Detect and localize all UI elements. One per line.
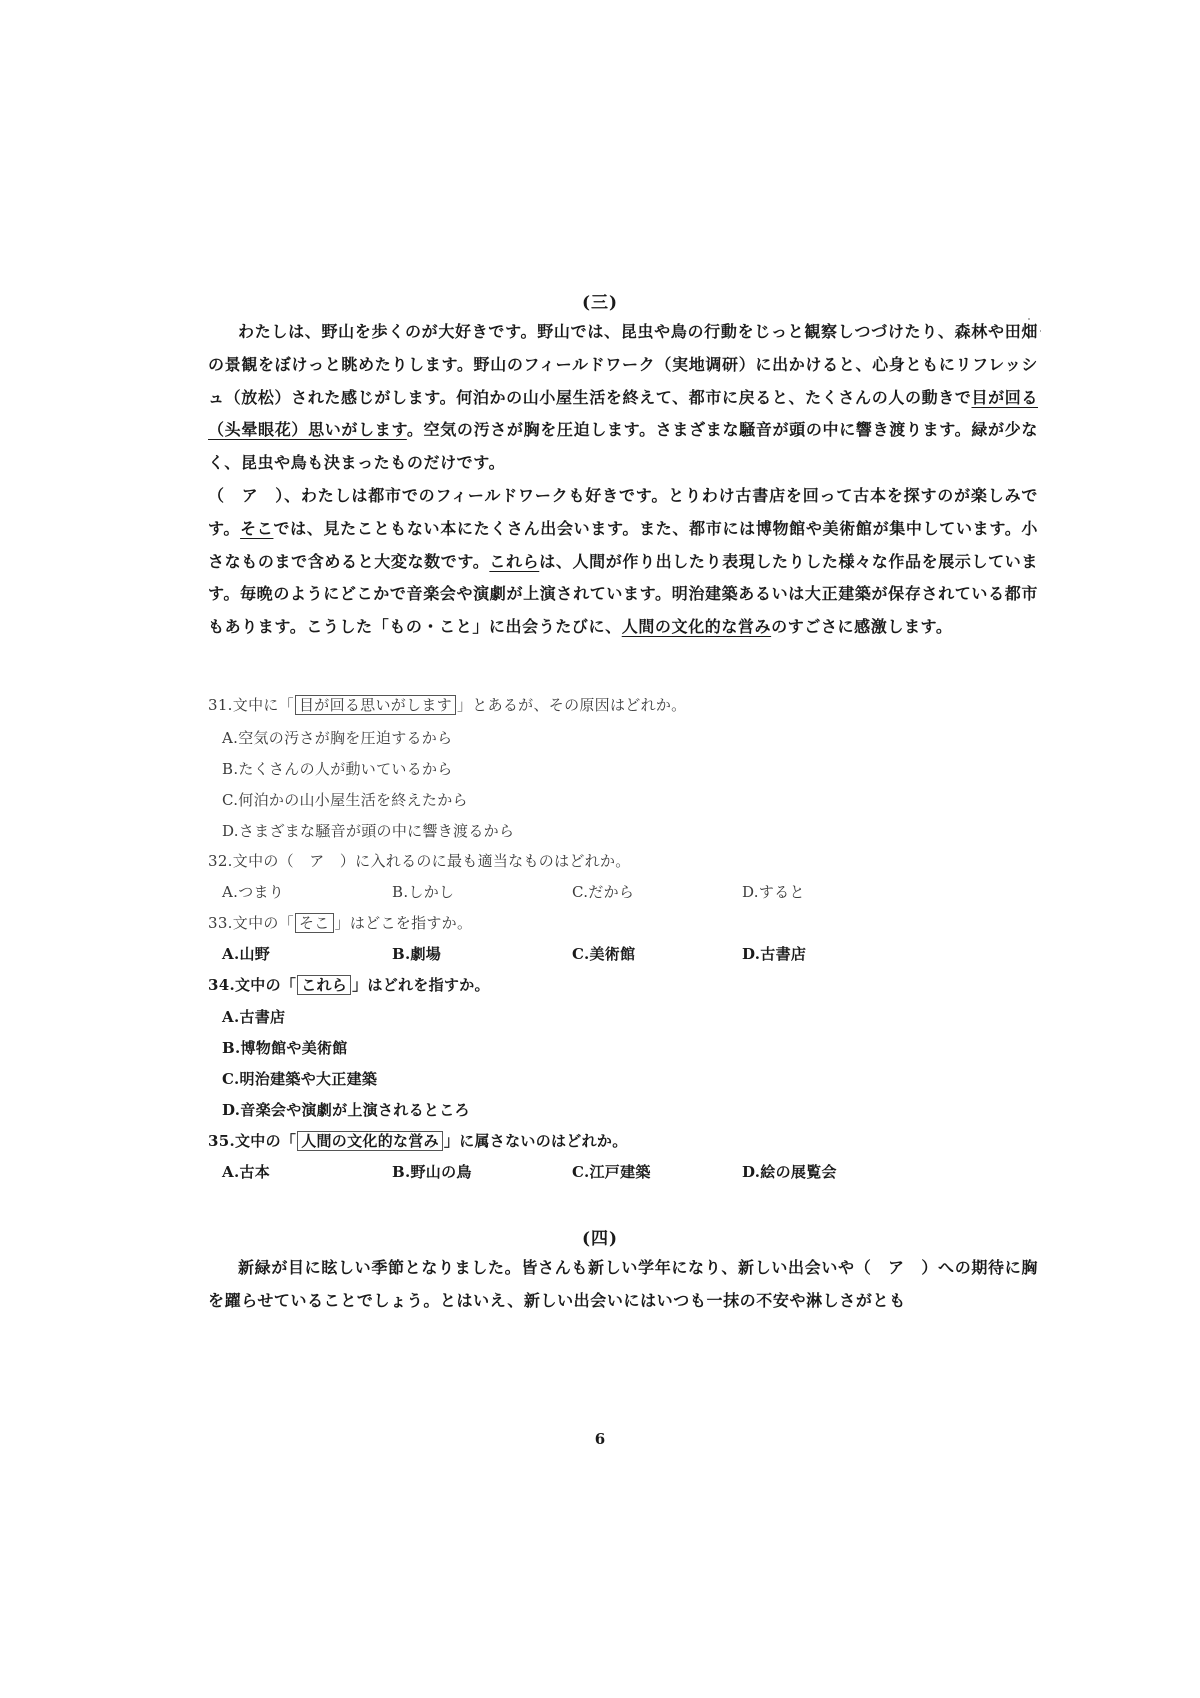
scan-speck xyxy=(1028,318,1030,320)
paragraph-2-text-d: のすごさに感激します。 xyxy=(771,617,953,637)
question-prefix: 文中の「 xyxy=(235,1132,297,1150)
question-number: 32. xyxy=(208,852,233,870)
underlined-word-korera: これら xyxy=(489,551,540,571)
q33-option-d: D.古書店 xyxy=(742,945,807,963)
question-target-phrase: そこ xyxy=(295,913,334,933)
q35-option-c: C.江戸建築 xyxy=(572,1163,651,1181)
question-35 xyxy=(208,1130,628,1151)
question-suffix: 」はどこを指すか。 xyxy=(334,914,473,932)
q33-option-a: A.山野 xyxy=(222,945,271,963)
q31-option-d: D.さまざまな騒音が頭の中に響き渡るから xyxy=(222,822,515,840)
q32-option-a: A.つまり xyxy=(222,883,285,901)
q33-option-c: C.美術館 xyxy=(572,945,636,963)
question-34 xyxy=(208,974,490,995)
q32-option-c: C.だから xyxy=(572,883,635,901)
q32-option-d: D.すると xyxy=(742,883,805,901)
section-4-passage xyxy=(208,1252,1038,1318)
section-4-heading: (四) xyxy=(581,1229,619,1249)
question-number: 35. xyxy=(208,1132,235,1150)
q34-option-a: A.古書店 xyxy=(222,1008,286,1026)
question-target-phrase: これら xyxy=(297,975,351,995)
q31-option-a: A.空気の汚さが胸を圧迫するから xyxy=(222,729,453,747)
question-target-phrase: 人間の文化的な営み xyxy=(297,1131,443,1151)
paragraph-2-text-b: では、見たこともない本にたくさん出会います。また、都市には博物館や美術館が集中しています。小さなものまで含めると大変な数です。 xyxy=(208,518,1038,571)
q35-option-b: B.野山の鳥 xyxy=(392,1163,472,1181)
question-prefix: 文中の「 xyxy=(232,914,294,932)
section-3-heading: (三) xyxy=(581,293,619,313)
paragraph-2-text-a: （ ア ）、わたしは都市でのフィールドワークも好きです。とりわけ古書店を回って古本を探すのが楽しみです。 xyxy=(208,485,1038,538)
section-4-paragraph: 新緑が目に眩しい季節となりました。皆さんも新しい学年になり、新しい出会いや（ ア ）への期待に胸を躍らせていることでしょう。とはいえ、新しい出会いにはいつも一抹の不安や淋しさがとも xyxy=(208,1258,1038,1310)
q34-option-b: B.博物館や美術館 xyxy=(222,1039,348,1057)
section-3-passage xyxy=(208,316,1038,644)
q34-option-c: C.明治建築や大正建築 xyxy=(222,1070,378,1088)
question-number: 33. xyxy=(208,914,233,932)
question-prefix: 文中に「 xyxy=(232,696,294,714)
q35-option-a: A.古本 xyxy=(222,1163,271,1181)
q35-option-d: D.絵の展覧会 xyxy=(742,1163,837,1181)
paragraph-2-text-c: は、人間が作り出したり表現したりした様々な作品を展示しています。毎晩のようにどこかで音楽会や演劇が上演されています。明治建築あるいは大正建築が保存されている都市もあります。こうした「もの・こと」に出会うたびに、 xyxy=(208,551,1038,637)
question-suffix: 」はどれを指すか。 xyxy=(352,976,490,994)
question-33 xyxy=(208,912,472,933)
question-32 xyxy=(208,850,631,871)
passage-paragraph-2 xyxy=(208,480,1038,644)
underlined-word-soko: そこ xyxy=(240,518,274,538)
paragraph-1-text-b: 。空気の汚さが胸を圧迫します。さまざまな騒音が頭の中に響き渡ります。緑が少なく、昆虫や鳥も決まったものだけです。 xyxy=(208,420,1038,473)
page-number: 6 xyxy=(594,1430,606,1448)
q31-option-b: B.たくさんの人が動いているから xyxy=(222,760,453,778)
scan-speck xyxy=(1040,330,1041,332)
question-target-phrase: 目が回る思いがします xyxy=(295,695,456,715)
underlined-phrase-meganmawaru: 目が回る（头晕眼花）思いがします xyxy=(208,387,1038,440)
q34-option-d: D.音楽会や演劇が上演されるところ xyxy=(222,1101,470,1119)
question-number: 31. xyxy=(208,696,233,714)
q32-option-b: B.しかし xyxy=(392,883,455,901)
paragraph-1-text-a: わたしは、野山を歩くのが大好きです。野山では、昆虫や鳥の行動をじっと観察しつづけたり、森林や田畑の景観をぼけっと眺めたりします。野山のフィールドワーク（実地调研）に出かけると、心身ともにリフレッシュ（放松）された感じがします。何泊かの山小屋生活を終えて、都市に戻ると、たくさんの人の動きで xyxy=(208,322,1038,407)
q33-option-b: B.劇場 xyxy=(392,945,442,963)
question-number: 34. xyxy=(208,976,235,994)
underlined-phrase-bunkateki: 人間の文化的な営み xyxy=(621,617,772,637)
passage-paragraph-1 xyxy=(208,316,1038,480)
question-prefix: 文中の「 xyxy=(235,976,297,994)
question-suffix: 」とあるが、その原因はどれか。 xyxy=(456,696,687,714)
question-31 xyxy=(208,694,687,715)
q31-option-c: C.何泊かの山小屋生活を終えたから xyxy=(222,791,468,809)
question-text: 文中の（ ア ）に入れるのに最も適当なものはどれか。 xyxy=(232,852,631,870)
question-suffix: 」に属さないのはどれか。 xyxy=(443,1132,628,1150)
